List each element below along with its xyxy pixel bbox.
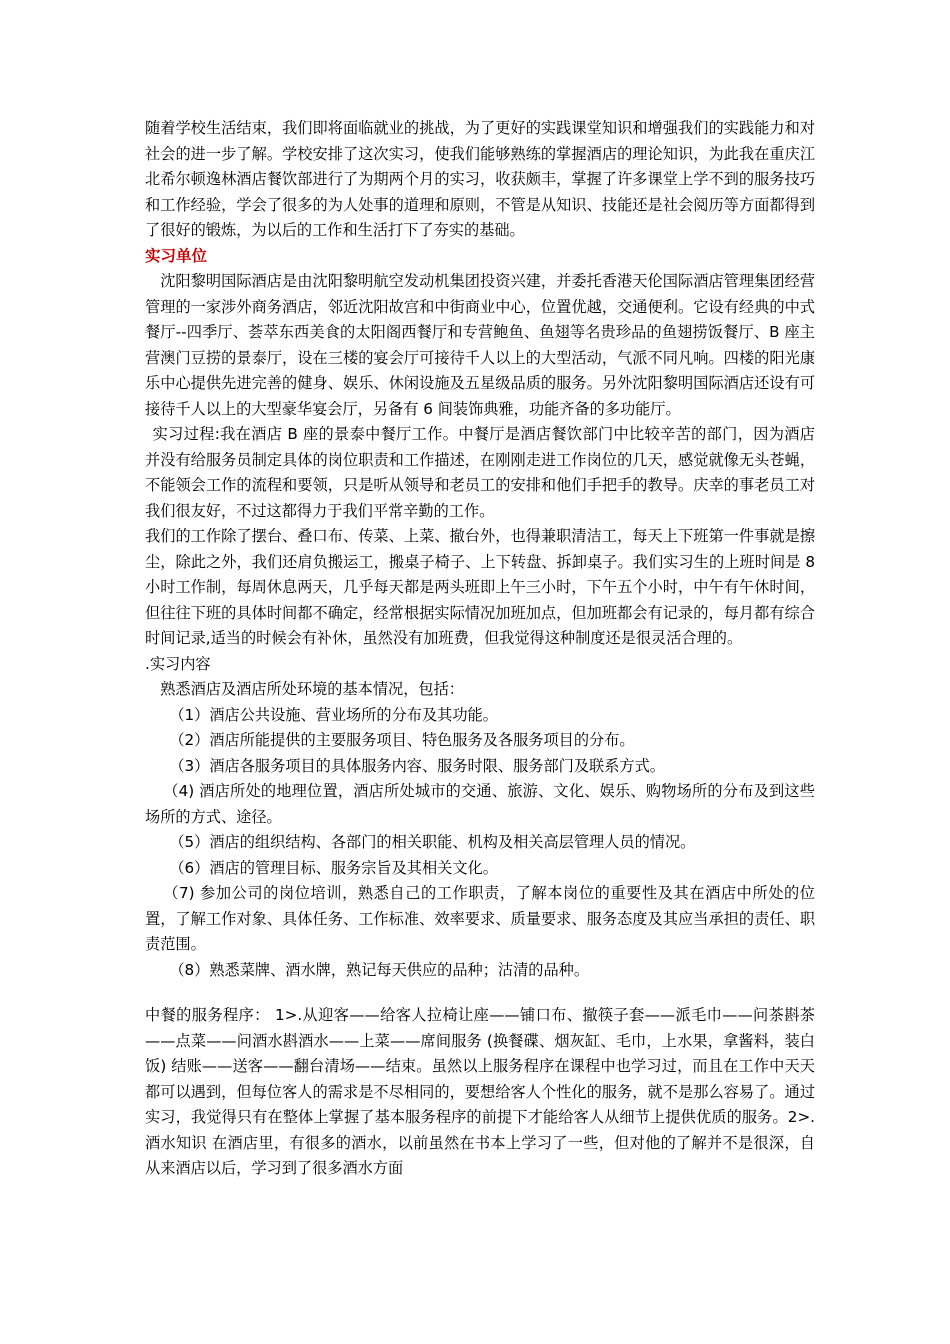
internship-unit-heading: 实习单位 [145,246,208,265]
list-item: （7) 参加公司的岗位培训，熟悉自己的工作职责，了解本岗位的重要性及其在酒店中所处的位置，了解工作对象、具体任务、工作标准、效率要求、质量要求、服务态度及其应当承担的责任、职责范围。 [145,884,815,953]
list-item: （8）熟悉菜牌、酒水牌，熟记每天供应的品种；沽清的品种。 [169,960,590,979]
paragraph-gap [145,983,815,1003]
list-item: （5）酒店的组织结构、各部门的相关职能、机构及相关高层管理人员的情况。 [169,833,696,851]
list-item: （3）酒店各服务项目的具体服务内容、服务时限、服务部门及联系方式。 [169,756,665,775]
work-paragraph: 我们的工作除了摆台、叠口布、传菜、上菜、撤台外，也得兼职清洁工，每天上下班第一件事就是擦尘，除此之外，我们还肩负搬运工，搬桌子椅子、上下转盘、拆卸桌子。我们实习生的上班时间是 8 小时工作制，每周休息两天，几乎每天都是两头班即上午三小时，下午五个小时，中午有午休时间，但往往下班的具体时间都不确定，经常根据实际情况加班加点，但加班都会有记录的，每月都有综合时间记录,适当的时候会有补休，虽然没有加班费，但我觉得这种制度还是很灵活合理的。 [145,527,815,647]
content-intro: 熟悉酒店及酒店所处环境的基本情况，包括： [160,680,464,698]
service-paragraph: 中餐的服务程序： 1>.从迎客——给客人拉椅让座——铺口布、撤筷子套——派毛巾——问茶斟茶——点菜——问酒水斟酒水——上菜——席间服务 (换餐碟、烟灰缸、毛巾，上水果，拿酱料，装白饭) 结账——送客——翻台清场——结束。虽然以上服务程序在课程中也学习过，而且在工作中天天都可以遇到，但每位客人的需求是不尽相同的，要想给客人个性化的服务，就不是那么容易了。通过实习，我觉得只有在整体上掌握了基本服务程序的前提下才能给客人从细节上提供优质的服务。2>.酒水知识 在酒店里，有很多的酒水，以前虽然在书本上学习了一些，但对他的了解并不是很深，自从来酒店以后，学习到了很多酒水方面 [145,1006,815,1177]
list-item: （2）酒店所能提供的主要服务项目、特色服务及各服务项目的分布。 [169,731,635,749]
intro-paragraph: 随着学校生活结束，我们即将面临就业的挑战，为了更好的实践课堂知识和增强我们的实践能力和对社会的进一步了解。学校安排了这次实习，使我们能够熟练的掌握酒店的理论知识，为此我在重庆江北希尔顿逸林酒店餐饮部进行了为期两个月的实习，收获颇丰，掌握了许多课堂上学不到的服务技巧和工作经验，学会了很多的为人处事的道理和原则，不管是从知识、技能还是社会阅历等方面都得到了很好的锻炼，为以后的工作和生活打下了夯实的基础。 [145,119,815,239]
unit-paragraph: 沈阳黎明国际酒店是由沈阳黎明航空发动机集团投资兴建，并委托香港天伦国际酒店管理集团经营管理的一家涉外商务酒店，邻近沈阳故宫和中街商业中心，位置优越，交通便利。它设有经典的中式餐厅--四季厅、荟萃东西美食的太阳阁西餐厅和专营鲍鱼、鱼翅等名贵珍品的鱼翅捞饭餐厅、B 座主营澳门豆捞的景泰厅，设在三楼的宴会厅可接待千人以上的大型活动，气派不同凡响。四楼的阳光康乐中心提供先进完善的健身、娱乐、休闲设施及五星级品质的服务。另外沈阳黎明国际酒店还设有可接待千人以上的大型豪华宴会厅，另备有 6 间装饰典雅，功能齐备的多功能厅。 [145,272,815,418]
content-heading: .实习内容 [145,654,211,673]
process-paragraph: 实习过程:我在酒店 B 座的景泰中餐厅工作。中餐厅是酒店餐饮部门中比较辛苦的部门，因为酒店并没有给服务员制定具体的岗位职责和工作描述，在刚刚走进工作岗位的几天，感觉就像无头苍蝇，不能领会工作的流程和要领，只是听从领导和老员工的安排和他们手把手的教导。庆幸的事老员工对我们很友好，不过这都得力于我们平常辛勤的工作。 [145,425,815,520]
list-item: （6）酒店的管理目标、服务宗旨及其相关文化。 [169,858,498,877]
list-item: （1）酒店公共设施、营业场所的分布及其功能。 [169,705,498,724]
document-body [145,116,815,1182]
list-item: （4) 酒店所处的地理位置，酒店所处城市的交通、旅游、文化、娱乐、购物场所的分布及到这些场所的方式、途径。 [145,782,815,826]
